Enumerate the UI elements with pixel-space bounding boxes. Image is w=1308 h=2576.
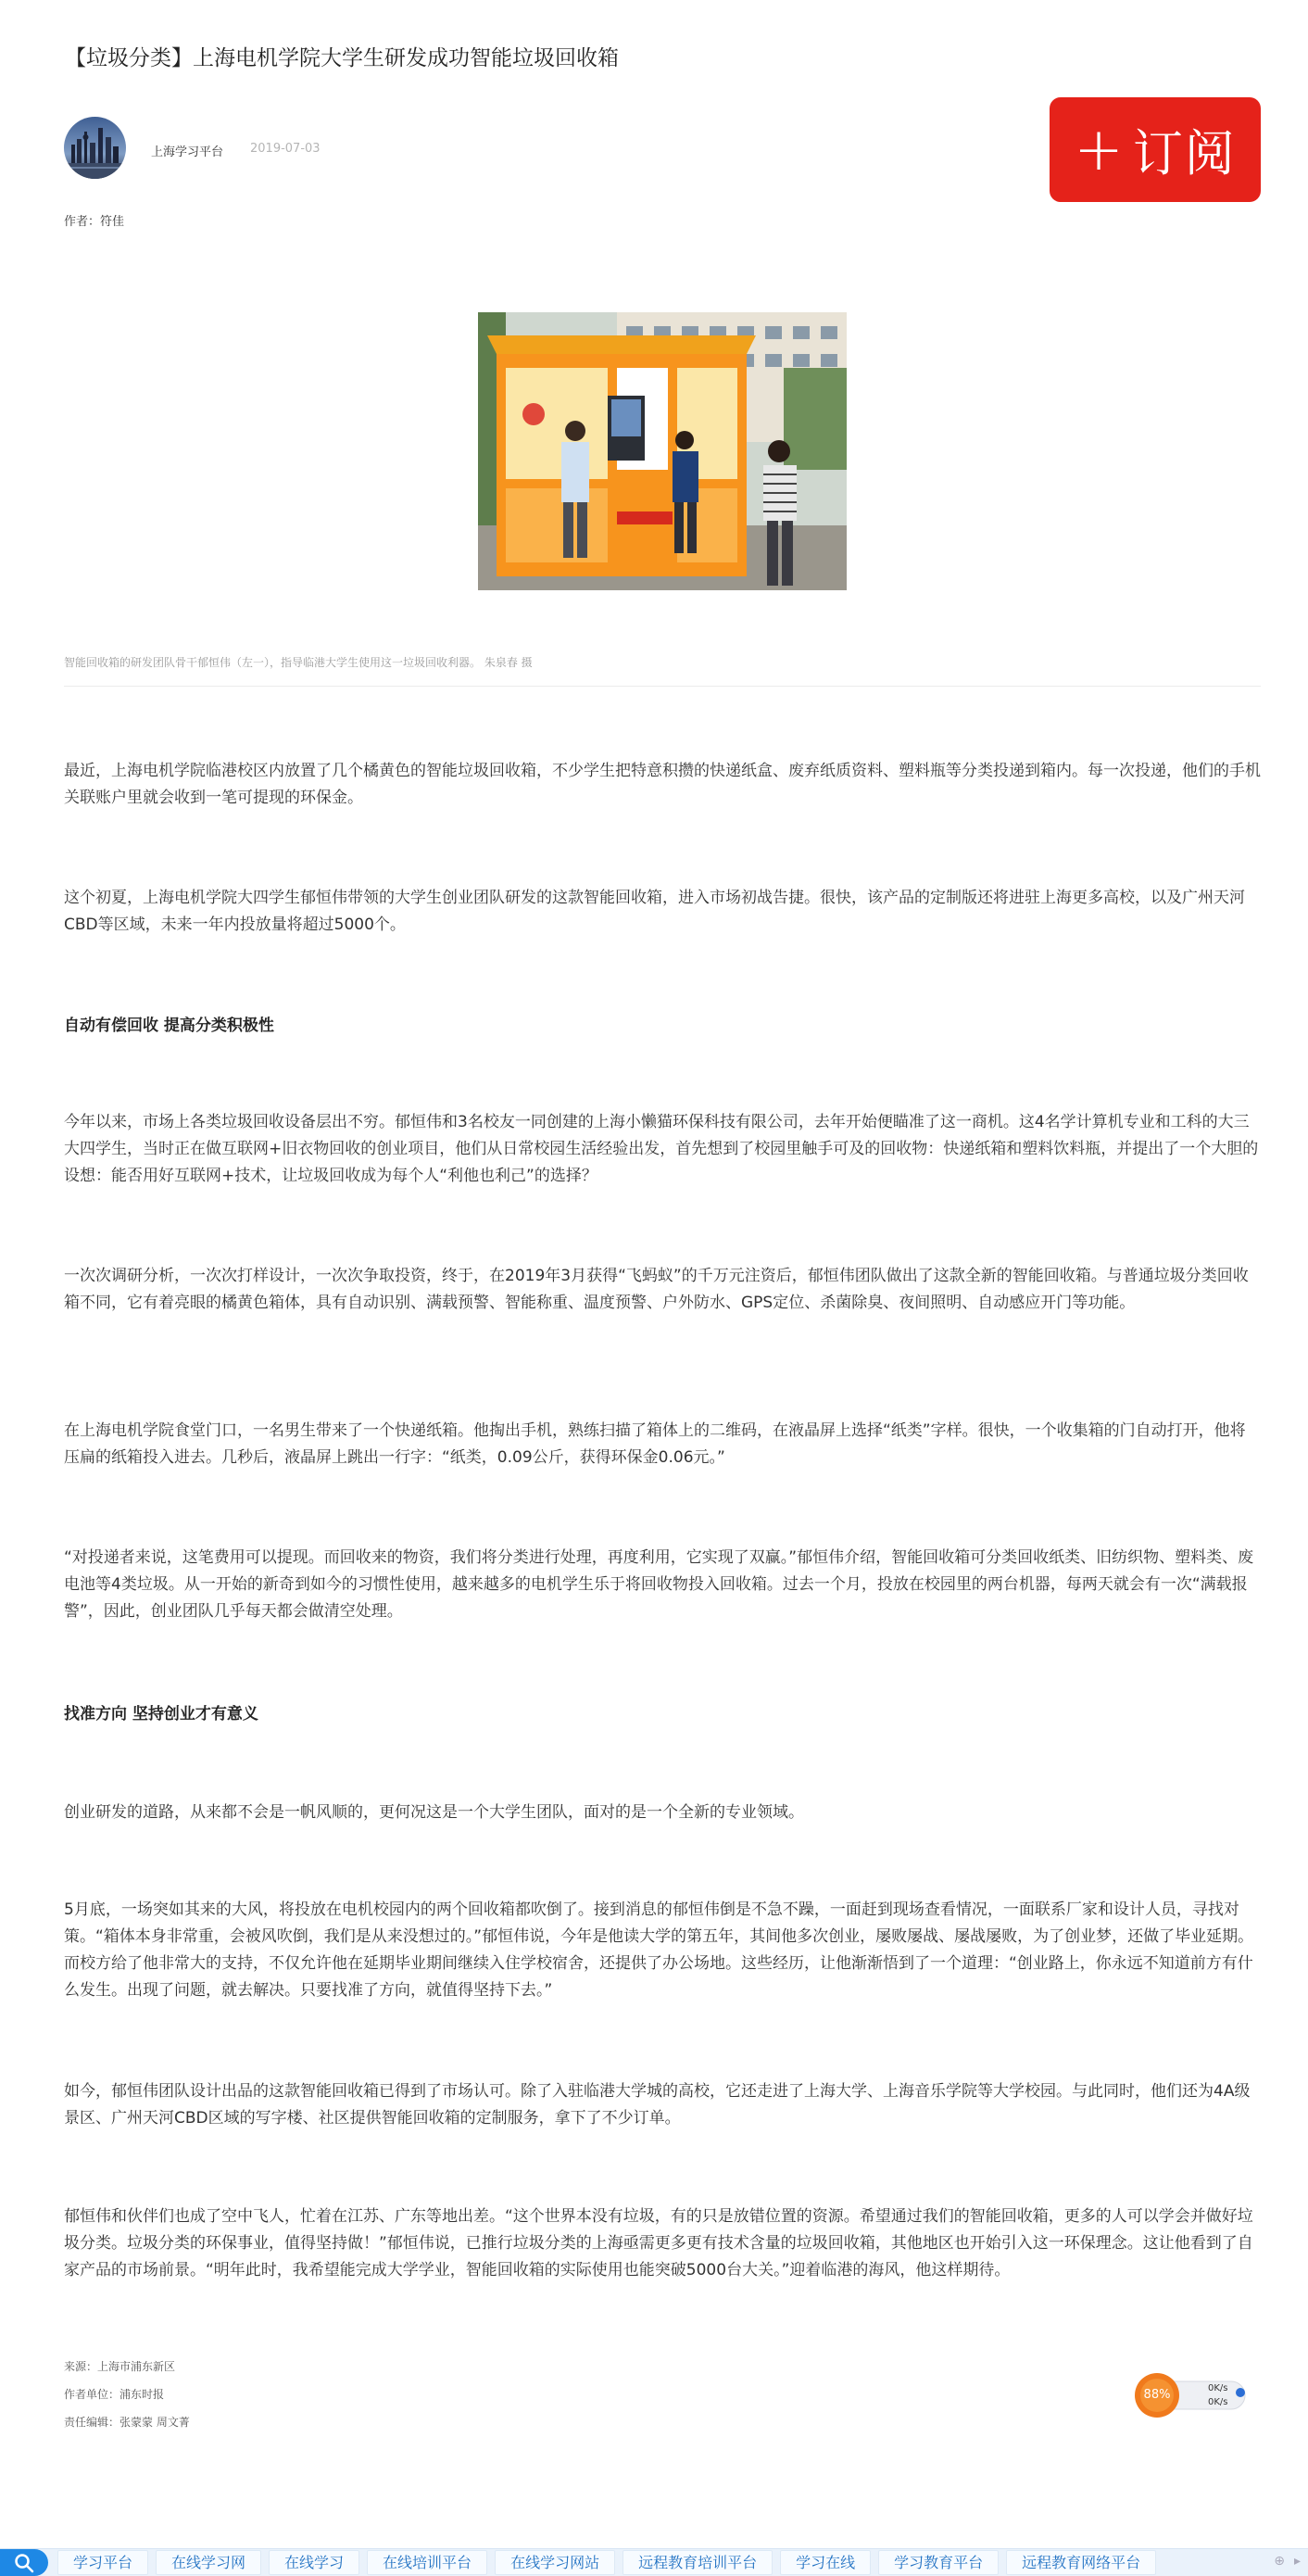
paragraph: 这个初夏，上海电机学院大四学生郁恒伟带领的大学生创业团队研发的这款智能回收箱，进入市场初战告捷。很快，该产品的定制版还将进驻上海更多高校，以及广州天河CBD等区域，未来一年内投放量将超过5000个。 xyxy=(64,889,1245,934)
footer-link[interactable]: 学习在线 xyxy=(780,2550,871,2575)
footer-link[interactable]: 在线学习网站 xyxy=(495,2550,615,2575)
subscribe-label: 订阅 xyxy=(1132,124,1237,183)
paragraph: 郁恒伟和伙伴们也成了空中飞人，忙着在江苏、广东等地出差。“这个世界本没有垃圾，有的只是放错位置的资源。希望通过我们的智能回收箱，更多的人可以学会并做好垃圾分类。垃圾分类的环保事业，值得坚持做！”郁恒伟说，已推行垃圾分类的上海亟需更多更有技术含量的垃圾回收箱，其他地区也开始引入这一环保理念。这让他看到了自家产品的市场前景。“明年此时，我希望能完成大学学业，智能回收箱的实际使用也能突破5000台大关。”迎着临港的海风，他这样期待。 xyxy=(64,2207,1253,2279)
image-caption: 智能回收箱的研发团队骨干郁恒伟（左一），指导临港大学生使用这一垃圾回收利器。 朱泉春 摄 xyxy=(64,656,533,669)
footer-link[interactable]: 在线培训平台 xyxy=(367,2550,487,2575)
footer-link[interactable]: 在线学习 xyxy=(269,2550,359,2575)
search-icon xyxy=(14,2553,34,2573)
meta-unit: 作者单位：浦东时报 xyxy=(64,2388,165,2401)
publish-date: 2019-07-03 xyxy=(250,142,321,156)
footer-link[interactable]: 远程教育培训平台 xyxy=(623,2550,773,2575)
divider xyxy=(64,686,1261,687)
network-speed-widget[interactable] xyxy=(1132,2370,1252,2420)
footer-link[interactable]: 学习教育平台 xyxy=(878,2550,999,2575)
footer-search-button[interactable] xyxy=(0,2549,48,2576)
paragraph: “对投递者来说，这笔费用可以提现。而回收来的物资，我们将分类进行处理，再度利用，它实现了双赢。”郁恒伟介绍，智能回收箱可分类回收纸类、旧纺织物、塑料类、废电池等4类垃圾。从一开始的新奇到如今的习惯性使用，越来越多的电机学生乐于将回收物投入回收箱。过去一个月，投放在校园里的两台机器，每两天就会有一次“满载报警”，因此，创业团队几乎每天都会做清空处理。 xyxy=(64,1548,1254,1621)
paragraph: 今年以来，市场上各类垃圾回收设备层出不穷。郁恒伟和3名校友一同创建的上海小懒猫环保科技有限公司，去年开始便瞄准了这一商机。这4名学计算机专业和工科的大三大四学生，当时正在做互联网+旧衣物回收的创业项目，他们从日常校园生活经验出发，首先想到了校园里触手可及的回收物：快递纸箱和塑料饮料瓶，并提出了一个大胆的设想：能否用好互联网+技术，让垃圾回收成为每个人“利他也利己”的选择？ xyxy=(64,1113,1259,1185)
author-line: 作者：符佳 xyxy=(64,215,125,229)
paragraph: 一次次调研分析，一次次打样设计，一次次争取投资，终于，在2019年3月获得“飞蚂蚁”的千万元注资后，郁恒伟团队做出了这款全新的智能回收箱。与普通垃圾分类回收箱不同，它有着亮眼的橘黄色箱体，具有自动识别、满载预警、智能称重、温度预警、户外防水、GPS定位、杀菌除臭、夜间照明、自动感应开门等功能。 xyxy=(64,1267,1249,1312)
paragraph: 最近，上海电机学院临港校区内放置了几个橘黄色的智能垃圾回收箱，不少学生把特意积攒的快递纸盒、废弃纸质资料、塑料瓶等分类投递到箱内。每一次投递，他们的手机关联账户里就会收到一笔可提现的环保金。 xyxy=(64,762,1261,807)
meta-source: 来源：上海市浦东新区 xyxy=(64,2360,176,2373)
footer-link[interactable]: 在线学习网 xyxy=(156,2550,261,2575)
footer-link-bar xyxy=(0,2548,1308,2576)
source-avatar[interactable] xyxy=(64,117,126,179)
footer-tools xyxy=(1274,2554,1301,2569)
article-photo xyxy=(478,312,847,590)
paragraph: 创业研发的道路，从来都不会是一帆风顺的，更何况这是一个大学生团队，面对的是一个全新的专业领域。 xyxy=(64,1803,804,1822)
paragraph: 在上海电机学院食堂门口，一名男生带来了一个快递纸箱。他掏出手机，熟练扫描了箱体上的二维码，在液晶屏上选择“纸类”字样。很快，一个收集箱的门自动打开，他将压扁的纸箱投入进去。几秒后，液晶屏上跳出一行字：“纸类，0.09公斤，获得环保金0.06元。” xyxy=(64,1421,1246,1467)
meta-editor: 责任编辑：张蒙蒙 周文菁 xyxy=(64,2416,190,2429)
footer-link[interactable]: 学习平台 xyxy=(57,2550,148,2575)
upload-speed: 0K/s xyxy=(1208,2383,1228,2393)
chevron-icon[interactable]: ▸ xyxy=(1293,2554,1301,2569)
paragraph: 如今，郁恒伟团队设计出品的这款智能回收箱已得到了市场认可。除了入驻临港大学城的高校，它还走进了上海大学、上海音乐学院等大学校园。与此同时，他们还为4A级景区、广州天河CBD区域的写字楼、社区提供智能回收箱的定制服务，拿下了不少订单。 xyxy=(64,2082,1251,2128)
article-title: 【垃圾分类】上海电机学院大学生研发成功智能垃圾回收箱 xyxy=(65,46,619,70)
section-heading: 找准方向 坚持创业才有意义 xyxy=(64,1705,258,1724)
subscribe-button[interactable] xyxy=(1050,97,1261,202)
plus-icon: + xyxy=(1074,115,1126,184)
paragraph: 5月底，一场突如其来的大风，将投放在电机校园内的两个回收箱都吹倒了。接到消息的郁恒伟倒是不急不躁，一面赶到现场查看情况，一面联系厂家和设计人员，寻找对策。“箱体本身非常重，会被风吹倒，我们是从来没想过的。”郁恒伟说，今年是他读大学的第五年，其间他多次创业，屡败屡战、屡战屡败，为了创业梦，还做了毕业延期。而校方给了他非常大的支持，不仅允许他在延期毕业期间继续入住学校宿舍，还提供了办公场地。这些经历，让他渐渐悟到了一个道理：“创业路上，你永远不知道前方有什么发生。出现了问题，就去解决。只要找准了方向，就值得坚持下去。” xyxy=(64,1900,1254,2000)
section-heading: 自动有偿回收 提高分类积极性 xyxy=(64,1017,274,1035)
footer-link[interactable]: 远程教育网络平台 xyxy=(1006,2550,1156,2575)
speed-percent: 88% xyxy=(1143,2388,1171,2402)
download-speed: 0K/s xyxy=(1208,2397,1228,2407)
settings-icon[interactable]: ⊕ xyxy=(1274,2554,1285,2569)
source-name[interactable]: 上海学习平台 xyxy=(151,145,224,159)
footer-links xyxy=(57,2549,1163,2576)
